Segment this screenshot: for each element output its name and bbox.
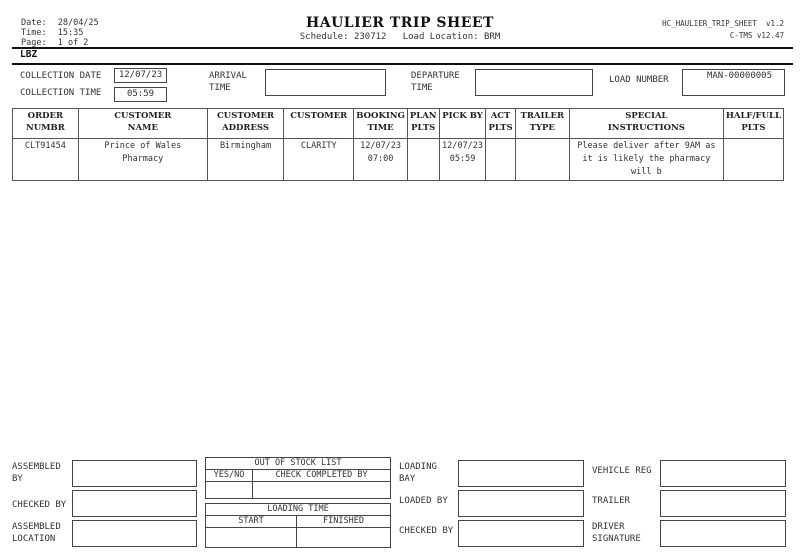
cell-booking: 12/07/23 07:00 (354, 139, 408, 181)
page-label: Page: (21, 38, 47, 48)
col-customer: CUSTOMER (284, 109, 354, 139)
collection-date-field[interactable]: 12/07/23 (114, 68, 167, 83)
time-label: Time: (21, 28, 47, 38)
cell-name: Prince of Wales Pharmacy (78, 139, 207, 181)
arrival-time-field[interactable] (265, 69, 386, 96)
schedule-line: Schedule: 230712 Load Location: BRM (299, 32, 501, 42)
col-order: ORDER NUMBR (13, 109, 79, 139)
driver-signature-label: DRIVER SIGNATURE (592, 522, 641, 544)
collection-date-label: COLLECTION DATE (20, 71, 102, 81)
start-header: START (205, 515, 297, 528)
loading-time-title: LOADING TIME (205, 503, 391, 516)
driver-signature-field[interactable] (660, 520, 786, 547)
col-trailer-type: TRAILER TYPE (515, 109, 569, 139)
col-customer-address: CUSTOMER ADDRESS (207, 109, 283, 139)
collection-time-label: COLLECTION TIME (20, 88, 102, 98)
date-label: Date: (21, 18, 47, 28)
cell-pick-by: 12/07/23 05:59 (439, 139, 486, 181)
checked-by-field[interactable] (72, 490, 197, 517)
col-special-instructions: SPECIAL INSTRUCTIONS (569, 109, 723, 139)
checked-by-label: CHECKED BY (12, 500, 67, 510)
yes-no-field[interactable] (205, 481, 253, 499)
vehicle-reg-field[interactable] (660, 460, 786, 487)
check-completed-header: CHECK COMPLETED BY (252, 469, 391, 482)
assembled-location-field[interactable] (72, 520, 197, 547)
section-code: LBZ (20, 49, 38, 60)
page-title: HAULIER TRIP SHEET (306, 15, 494, 31)
cell-plan-plts (407, 139, 439, 181)
report-code: HC_HAULIER_TRIP_SHEET v1.2 (662, 19, 784, 28)
loading-bay-label: LOADING BAY (399, 462, 437, 484)
table-row[interactable] (13, 139, 784, 181)
cell-trailer-type (515, 139, 569, 181)
schedule-value: 230712 (353, 32, 387, 42)
departure-time-field[interactable] (475, 69, 593, 96)
date-value: 28/04/25 (57, 18, 99, 28)
system-version: C-TMS v12.47 (729, 31, 784, 40)
col-pick-by: PICK BY (439, 109, 486, 139)
cell-order: CLT91454 (13, 139, 79, 181)
orders-table (12, 108, 784, 181)
load-location-value: BRM (484, 32, 501, 42)
loaded-by-label: LOADED BY (399, 496, 448, 506)
cell-customer: CLARITY (284, 139, 354, 181)
loading-bay-field[interactable] (458, 460, 584, 487)
out-of-stock-box (205, 457, 391, 499)
load-number-label: LOAD NUMBER (609, 75, 669, 85)
cell-half-full (723, 139, 783, 181)
col-plan-plts: PLAN PLTS (407, 109, 439, 139)
assembled-by-label: ASSEMBLED BY (12, 462, 61, 484)
header-rule (12, 47, 793, 49)
departure-time-label: DEPARTURE TIME (411, 71, 460, 93)
arrival-time-label: ARRIVAL TIME (209, 71, 247, 93)
time-value: 15:35 (57, 28, 84, 38)
col-half-full-plts: HALF/FULL PLTS (723, 109, 783, 139)
yes-no-header: YES/NO (205, 469, 253, 482)
collection-time-field[interactable]: 05:59 (114, 87, 167, 102)
checked-by-2-label: CHECKED BY (399, 526, 454, 536)
finished-field[interactable] (296, 527, 391, 548)
section-rule (12, 63, 793, 65)
assembled-location-label: ASSEMBLED LOCATION (12, 522, 61, 544)
trailer-label: TRAILER (592, 496, 630, 506)
finished-header: FINISHED (296, 515, 391, 528)
check-completed-field[interactable] (252, 481, 391, 499)
cell-instructions: Please deliver after 9AM as it is likely the pharmacy will b (569, 139, 723, 181)
out-of-stock-title: OUT OF STOCK LIST (205, 457, 391, 470)
checked-by-2-field[interactable] (458, 520, 584, 547)
vehicle-reg-label: VEHICLE REG (592, 466, 652, 476)
loading-time-box (205, 503, 391, 548)
cell-address: Birmingham (207, 139, 283, 181)
loaded-by-field[interactable] (458, 490, 584, 517)
col-customer-name: CUSTOMER NAME (78, 109, 207, 139)
cell-act-plts (486, 139, 515, 181)
col-booking-time: BOOKING TIME (354, 109, 408, 139)
trailer-field[interactable] (660, 490, 786, 517)
table-header-row (13, 109, 784, 139)
page-value: 1 of 2 (57, 38, 89, 48)
assembled-by-field[interactable] (72, 460, 197, 487)
load-number-field[interactable]: MAN-00000005 (682, 69, 785, 96)
col-act-plts: ACT PLTS (486, 109, 515, 139)
start-field[interactable] (205, 527, 297, 548)
